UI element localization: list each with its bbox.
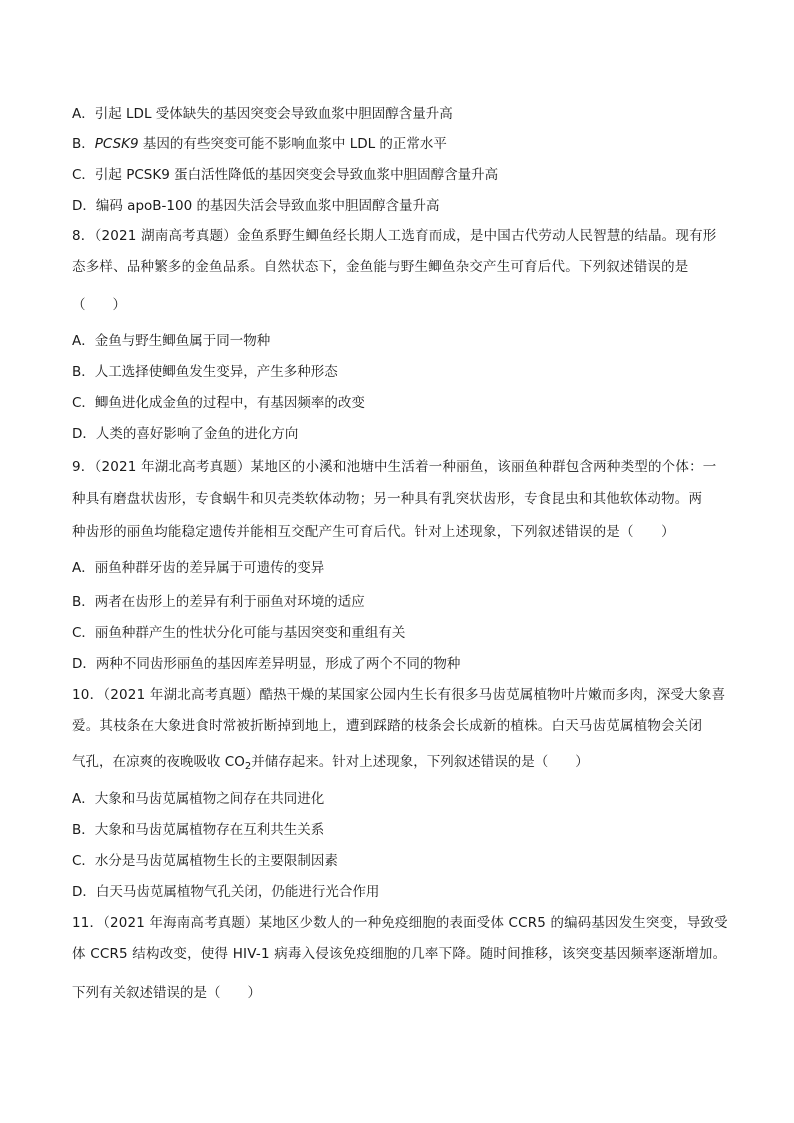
q7-option-a: A．引起 LDL 受体缺失的基因突变会导致血浆中胆固醇含量升高 [72,106,453,122]
q10-stem-line-3-after: 并储存起来。针对上述现象，下列叙述错误的是（ ） [251,754,589,770]
q7-option-b-gene: PCSK9 [94,136,139,152]
q10-stem-line-2: 爱。其枝条在大象进食时常被折断掉到地上，遭到踩踏的枝条会长成新的植株。白天马齿苋属植物会关闭 [72,718,703,734]
q7-option-b-prefix: B． [72,136,95,152]
q10-stem-line-3 [72,752,589,772]
q10-option-c: C．水分是马齿苋属植物生长的主要限制因素 [72,853,338,869]
q8-stem-line-3: （ ） [72,297,126,313]
q7-option-d: D．编码 apoB-100 的基因失活会导致血浆中胆固醇含量升高 [72,198,440,214]
q8-stem-line-2: 态多样、品种繁多的金鱼品系。自然状态下，金鱼能与野生鲫鱼杂交产生可育后代。下列叙述错误的是 [72,259,689,275]
q8-option-b: B．人工选择使鲫鱼发生变异，产生多种形态 [72,364,338,380]
q8-option-c: C．鲫鱼进化成金鱼的过程中，有基因频率的改变 [72,395,365,411]
q8-stem-line-1: 8．（2021 湖南高考真题）金鱼系野生鲫鱼经长期人工选育而成，是中国古代劳动人民智慧的结晶。现有形 [72,228,717,244]
q10-stem-line-1: 10．（2021 年湖北高考真题）酷热干燥的某国家公园内生长有很多马齿苋属植物叶片嫩而多肉，深受大象喜 [72,687,726,703]
q9-option-b: B．两者在齿形上的差异有利于丽鱼对环境的适应 [72,594,365,610]
q10-stem-line-3-before: 气孔，在凉爽的夜晚吸收 CO [72,754,245,770]
q10-option-d: D．白天马齿苋属植物气孔关闭，仍能进行光合作用 [72,884,380,900]
q9-stem-line-2: 种具有磨盘状齿形，专食蜗牛和贝壳类软体动物；另一种具有乳突状齿形，专食昆虫和其他软体动物。两 [72,491,703,507]
q9-option-c: C．丽鱼种群产生的性状分化可能与基因突变和重组有关 [72,625,406,641]
q8-option-d: D．人类的喜好影响了金鱼的进化方向 [72,426,299,442]
q11-stem-line-3: 下列有关叙述错误的是（ ） [72,985,261,1001]
q7-option-b-rest: 基因的有些突变可能不影响血浆中 LDL 的正常水平 [138,136,447,152]
q8-option-a: A．金鱼与野生鲫鱼属于同一物种 [72,333,271,349]
q9-option-a: A．丽鱼种群牙齿的差异属于可遗传的变异 [72,560,325,576]
q10-option-b: B．大象和马齿苋属植物存在互利共生关系 [72,822,325,838]
q9-stem-line-1: 9．（2021 年湖北高考真题）某地区的小溪和池塘中生活着一种丽鱼，该丽鱼种群包含两种类型的个体：一 [72,459,717,475]
q11-stem-line-2: 体 CCR5 结构改变，使得 HIV-1 病毒入侵该免疫细胞的几率下降。随时间推移，该突变基因频率逐渐增加。 [72,946,727,962]
q10-option-a: A．大象和马齿苋属植物之间存在共同进化 [72,791,325,807]
q10-co2-subscript: 2 [244,761,252,772]
q9-stem-line-3: 种齿形的丽鱼均能稳定遗传并能相互交配产生可育后代。针对上述现象，下列叙述错误的是（ ） [72,524,675,540]
q7-option-b [72,134,447,154]
q11-stem-line-1: 11．（2021 年海南高考真题）某地区少数人的一种免疫细胞的表面受体 CCR5 的编码基因发生突变，导致受 [72,915,728,931]
q7-option-c: C．引起 PCSK9 蛋白活性降低的基因突变会导致血浆中胆固醇含量升高 [72,167,499,183]
q9-option-d: D．两种不同齿形丽鱼的基因库差异明显，形成了两个不同的物种 [72,656,461,672]
